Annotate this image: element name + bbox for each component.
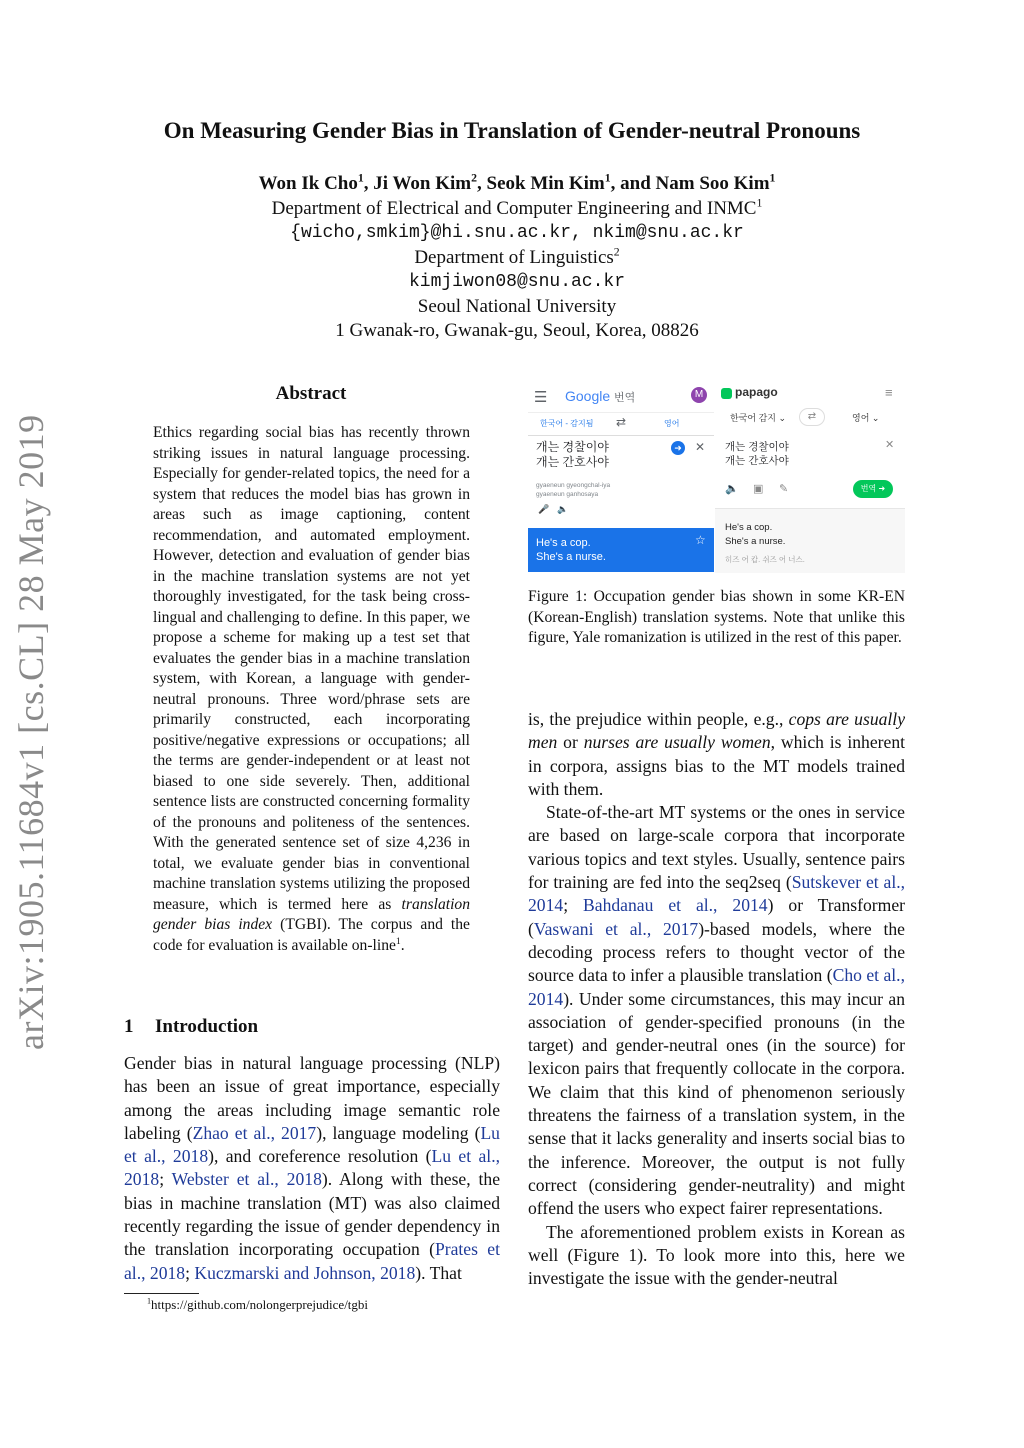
author-name: Won Ik Cho	[258, 173, 358, 194]
citation-link[interactable]: Webster et al., 2018	[171, 1169, 322, 1190]
section-title: Introduction	[155, 1016, 259, 1037]
footnote-url[interactable]: https://github.com/nolongerprejudice/tgbi	[151, 1297, 369, 1312]
swap-languages-icon[interactable]: ⇄	[799, 408, 825, 426]
affiliation-1: Department of Electrical and Computer Engineering and INMC$^1$	[271, 196, 763, 219]
author-affiliation-mark: 1	[357, 171, 364, 185]
language-bar	[715, 407, 905, 429]
swap-languages-icon[interactable]: ⇄	[616, 415, 627, 429]
document-icon[interactable]: ▣	[753, 483, 764, 495]
source-language[interactable]: 한국어 - 감지됨	[540, 419, 594, 428]
citation-link[interactable]: Prates et al., 2018	[124, 1239, 501, 1283]
abstract-heading: Abstract	[275, 383, 347, 404]
speaker-icon[interactable]: 🔈	[725, 483, 739, 495]
hamburger-menu-icon[interactable]: ☰	[534, 389, 548, 406]
citation-link[interactable]: Bahdanau et al., 2014	[583, 895, 768, 916]
romanization: gyaeneun gyeongchal-iya gyaeneun ganhosaya	[536, 482, 611, 498]
input-text[interactable]: 개는 경찰이야 개는 간호사야	[725, 441, 789, 467]
target-language[interactable]: 영어 ⌄	[852, 413, 880, 423]
close-icon[interactable]: ✕	[695, 440, 706, 454]
citation-link[interactable]: Lu et al., 2018	[124, 1146, 500, 1190]
google-translate-panel	[528, 380, 714, 572]
papago-panel	[715, 380, 905, 572]
star-icon[interactable]: ☆	[695, 533, 706, 547]
target-language[interactable]: 영어	[664, 419, 680, 428]
author-list: Won Ik Cho$^1$, Ji Won Kim$^2$, Seok Min Kim$^1$, and Nam Soo Kim$^1$	[258, 171, 776, 194]
speaker-icon[interactable]: 🔈	[557, 504, 569, 514]
input-text[interactable]: 개는 경찰이야 개는 간호사야	[536, 440, 609, 469]
author-affiliation-mark: 1	[769, 171, 776, 185]
arxiv-stamp: arXiv:1905.11684v1 [cs.CL] 28 May 2019	[11, 414, 51, 1050]
microphone-icon[interactable]: 🎤	[538, 504, 550, 514]
affiliation-2: Department of Linguistics$^2$	[414, 245, 620, 268]
translation-output: He's a cop. She's a nurse. 히즈 어 캅. 쉬즈 어 너스.	[715, 508, 905, 573]
section-number: 1	[124, 1016, 134, 1037]
close-icon[interactable]: ✕	[885, 439, 895, 451]
citation-link[interactable]: Zhao et al., 2017	[192, 1122, 317, 1143]
intro-right-column	[528, 708, 905, 1290]
avatar[interactable]: M	[691, 387, 707, 403]
section-heading	[124, 1016, 258, 1038]
figure-caption: Figure 1: Occupation gender bias shown in some KR-EN (Korean-English) translation systems. Note that unlike this figure, Yale romanization is utilized in the rest of this paper.	[528, 588, 905, 646]
language-bar	[528, 412, 714, 436]
abstract-term: translation gender bias index	[153, 895, 470, 933]
author-name: Seok Min Kim	[486, 173, 605, 194]
citation-link[interactable]: Kuczmarski and Johnson, 2018	[194, 1262, 416, 1283]
author-name: Ji Won Kim	[373, 173, 472, 194]
figure-1	[528, 380, 905, 572]
paragraph: The aforementioned problem exists in Korean as well (Figure 1). To look more into this, here we investigate the issue with the gender-neutral	[528, 1221, 905, 1289]
handwriting-icon[interactable]: ✎	[779, 483, 789, 495]
translate-button[interactable]: 번역 ➜	[853, 480, 893, 498]
address: 1 Gwanak-ro, Gwanak-gu, Seoul, Korea, 08826	[335, 320, 699, 341]
citation-link[interactable]: Cho et al., 2014	[528, 965, 905, 1009]
footnote	[147, 1297, 368, 1313]
university: Seoul National University	[417, 295, 617, 317]
paper-title: On Measuring Gender Bias in Translation of Gender-neutral Pronouns	[163, 118, 861, 143]
menu-icon[interactable]: ≡	[885, 385, 893, 400]
papago-logo-icon	[721, 388, 732, 399]
footnote-mark[interactable]: 1	[395, 935, 401, 947]
translate-arrow-icon[interactable]: ➜	[671, 441, 685, 455]
source-language[interactable]: 한국어 감지 ⌄	[730, 413, 787, 423]
papago-logo: papago	[735, 385, 778, 399]
author-name: Nam Soo Kim	[655, 173, 770, 194]
author-affiliation-mark: 2	[471, 171, 477, 185]
citation-link[interactable]: Lu et al., 2018	[124, 1122, 500, 1167]
translation-output: He's a cop. She's a nurse. ☆	[528, 528, 714, 572]
citation-link[interactable]: Sutskever et al., 2014	[528, 872, 905, 916]
footnote-rule	[124, 1293, 199, 1294]
intro-left-column: Gender bias in natural language processing (NLP) has been an issue of great importance, especially among the areas including image semantic role labeling (Zhao et al., 2017), language modeling (Lu et al., 2018), and coreference resolution (Lu et al., 2018; Webster et al., 2018). Along with these, the bias in machine translation (MT) was also claimed recently regarding the issue of gender dependency in the translation incorporating occupation (Prates et al., 2018; Kuczmarski and Johnson, 2018). That	[124, 1053, 501, 1283]
author-affiliation-mark: 1	[604, 171, 611, 185]
footnote-mark: 1	[147, 1296, 152, 1306]
email-1[interactable]: {wicho,smkim}@hi.snu.ac.kr, nkim@snu.ac.kr	[290, 223, 744, 243]
paragraph: State-of-the-art MT systems or the ones in service are based on large-scale corpora that incorporate various topics and text styles. Usually, sentence pairs for training are fed into the seq2seq (Sutskever et al., 2014; Bahdanau et al., 2014) or Transformer (Vaswani et al., 2017)-based models, where the decoding process refers to thought vector of the source data to infer a plausible translation (Cho et al., 2014). Under some circumstances, this may incur an association of gender-specified pronouns (in the target) and gender-neutral ones (in the source) for lexicon pairs that frequently collocate in the corpora. We claim that this kind of phenomenon seriously threatens the fairness of a translation system, in the sense that it lacks generality and inserts social bias to the inference. Moreover, the output is not fully correct (considering gender-neutrality) and might offend the users who expect fairer representations.	[528, 802, 905, 1219]
paragraph: is, the prejudice within people, e.g., cops are usually men or nurses are usually women, which is inherent in corpora, assigns bias to the MT models trained with them.	[528, 709, 906, 799]
email-2[interactable]: kimjiwon08@snu.ac.kr	[408, 272, 626, 292]
citation-link[interactable]: Vaswani et al., 2017	[533, 918, 699, 939]
pronunciation: 히즈 어 캅. 쉬즈 어 너스.	[725, 555, 805, 564]
author-block	[0, 172, 1024, 344]
abstract-text: Ethics regarding social bias has recently thrown striking issues in natural language processing. Especially for gender-related topics, the need for a system that reduces the model bias has grown in areas such as image captioning, content recommendation, and automated employment. However, detection and evaluation of gender bias in the machine translation systems are not yet thoroughly investigated, for the task being cross-lingual and challenging to define. In this paper, we propose a scheme for making up a test set that evaluates the gender bias in a machine translation system, with Korean, a language with gender-neutral pronouns. Three word/phrase sets are primarily constructed, each incorporating positive/negative expressions or occupations; all the terms are gender-independent or at least not biased to one side severely. Then, additional sentence lists are constructed concerning formality of the pronouns and politeness of the sentences. With the generated sentence set of size 4,236 in total, we evaluate gender bias in conventional machine translation systems utilizing the proposed measure, which is termed here as translation gender bias index (TGBI). The corpus and the code for evaluation is available on-line$^1$.	[153, 424, 470, 954]
google-logo: Google 번역	[565, 388, 636, 404]
